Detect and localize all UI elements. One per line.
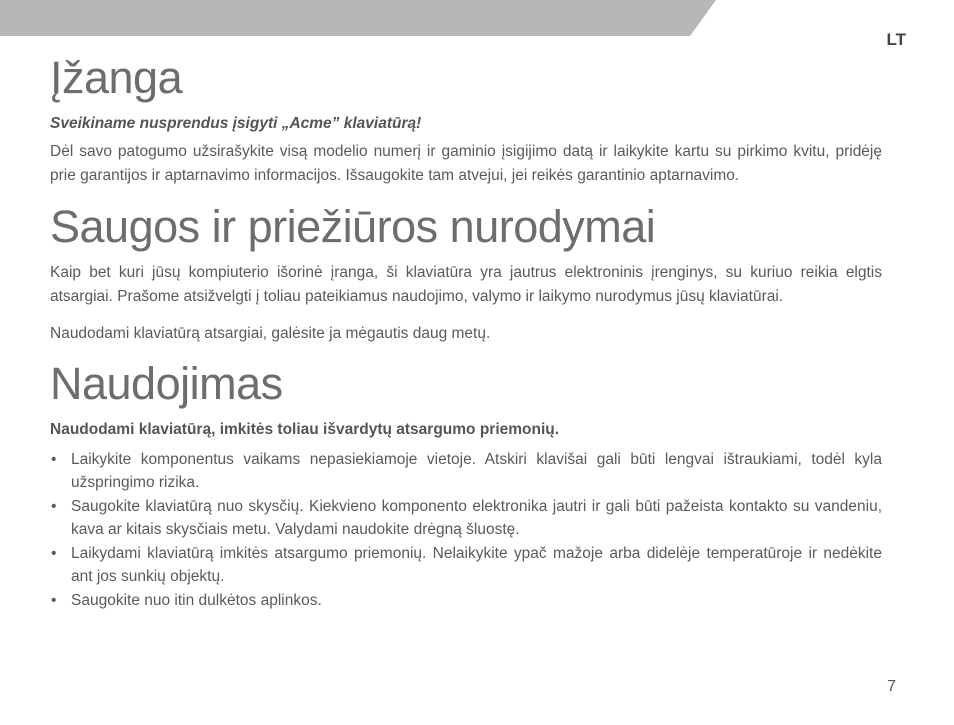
header-band — [0, 0, 954, 36]
page-content — [50, 50, 882, 612]
list-item — [50, 448, 882, 495]
list-item-text: Laikydami klaviatūrą imkitės atsargumo priemonių. Nelaikykite ypač mažoje arba didelėje temperatūroje ir nedėkite ant jos sunkių objektų. — [71, 544, 882, 585]
usage-bullet-list — [50, 448, 882, 613]
language-code: LT — [886, 30, 906, 49]
safety-paragraph-2: Naudodami klaviatūrą atsargiai, galėsite ja mėgautis daug metų. — [50, 325, 491, 342]
list-item — [50, 495, 882, 542]
bullet-icon: • — [51, 450, 57, 468]
list-item — [50, 542, 882, 589]
bullet-icon: • — [51, 591, 57, 609]
intro-lead: Sveikiname nusprendus įsigyti „Acme” klaviatūrą! — [50, 115, 422, 132]
list-item — [50, 589, 882, 613]
safety-section — [50, 199, 882, 346]
intro-paragraph: Dėl savo patogumo užsirašykite visą modelio numerį ir gaminio įsigijimo datą ir laikykite kartu su pirkimo kvitu, pridėję prie garantijos ir aptarnavimo informacijos. Išsaugokite tam atvejui, jei reikės garantinio aptarnavimo. — [50, 143, 882, 184]
list-item-text: Laikykite komponentus vaikams nepasiekiamoje vietoje. Atskiri klavišai gali būti lengvai ištraukiami, todėl kyla užspringimo rizika. — [71, 450, 882, 491]
safety-title: Saugos ir priežiūros nurodymai — [50, 201, 656, 252]
list-item-text: Saugokite nuo itin dulkėtos aplinkos. — [71, 591, 322, 609]
usage-section — [50, 356, 882, 613]
usage-lead: Naudodami klaviatūrą, imkitės toliau išvardytų atsargumo priemonių. — [50, 420, 560, 438]
intro-title: Įžanga — [50, 52, 183, 103]
intro-section — [50, 50, 882, 187]
bullet-icon: • — [51, 497, 57, 515]
safety-paragraph-1: Kaip bet kuri jūsų kompiuterio išorinė įranga, ši klaviatūra yra jautrus elektroninis įrenginys, su kuriuo reikia elgtis atsargiai. Prašome atsižvelgti į toliau pateikiamus naudojimo, valymo ir laikymo nurodymus jūsų klaviatūrai. — [50, 264, 882, 305]
page-number: 7 — [887, 678, 896, 695]
usage-title: Naudojimas — [50, 357, 283, 409]
bullet-icon: • — [51, 544, 57, 562]
list-item-text: Saugokite klaviatūrą nuo skysčių. Kiekvieno komponento elektronika jautri ir gali būti pažeista kontakto su vandeniu, kava ar kitais skysčiais metu. Valydami naudokite drėgną šluostę. — [71, 497, 882, 538]
